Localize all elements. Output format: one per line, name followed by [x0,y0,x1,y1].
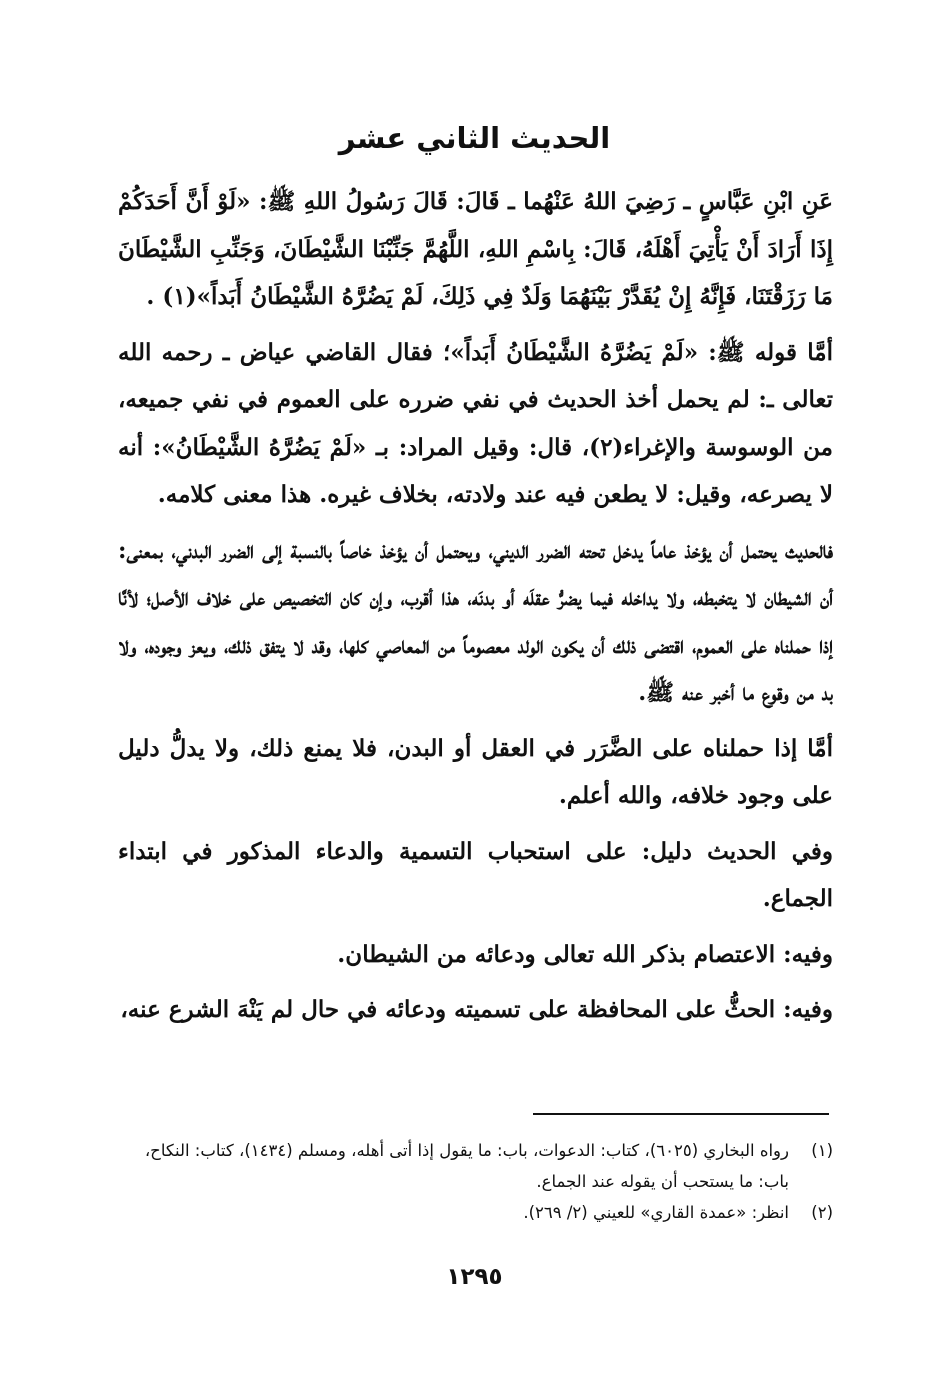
commentary-paragraph: وفيه: الحثُّ على المحافظة على تسميته ودعائه في حال لم يَنْهَ الشرع عنه، [120,996,833,1023]
footnote-text: انظر: «عمدة القاري» للعيني (٢/ ٢٦٩). [523,1203,789,1222]
main-text [118,178,833,1042]
commentary-paragraph: أمَّا إذا حملناه على الضَّرَر في العقل أو البدن، فلا يمنع ذلك، ولا يدلُّ دليل على وجود خلافه، والله أعلم. [118,734,833,809]
commentary-paragraph: وفيه: الاعتصام بذكر الله تعالى ودعائه من الشيطان. [337,940,833,968]
commentary-paragraph: فالحديث يحتمل أن يؤخذ عاماً يدخل تحته الضرر الديني، ويحتمل أن يؤخذ خاصاً بالنسبة إلى الضرر البدني، بمعنى: أن الشيطان لا يتخبطه، ولا يداخله فيما يضرُّ عقلَه أو بدنَه، هذا أقرب، وإن كان التخصيص على خلاف الأصل؛ لأنَّا إذا حملناه على العموم، اقتضى ذلك أن يكون الولد معصوماً من المعاصي كلها، وقد لا يتفق ذلك، ويعز وجوده، ولا بد من وقوع ما أخبر عنه ﷺ. [118,536,833,706]
page-title: الحديث الثاني عشر [338,121,611,155]
footnote-number: (٢) [811,1203,833,1222]
footnote-text: رواه البخاري (٦٠٢٥)، كتاب: الدعوات، باب: ما يقول إذا أتى أهله، ومسلم (١٤٣٤)، كتاب: النكاح، باب: ما يستحب أن يقوله عند الجماع. [144,1141,789,1191]
footnote-number: (١) [811,1141,833,1160]
footnote-item [118,1197,833,1228]
hadith-paragraph: عَنِ ابْنِ عَبَّاسٍ ـ رَضِيَ اللهُ عَنْهُما ـ قَالَ: قَالَ رَسُولُ اللهِ ﷺ: «لَوْ أَنَّ أَحَدَكُمْ إِذَا أَرَادَ أَنْ يَأْتِيَ أَهْلَهُ، قَالَ: بِاسْمِ اللهِ، اللَّهُمَّ جَنِّبْنَا الشَّيْطَانَ، وَجَنِّبِ الشَّيْطَانَ مَا رَزَقْتَنَا، فَإِنَّهُ إِنْ يُقَدَّرْ بَيْنَهُمَا وَلَدٌ فِي ذَلِكَ، لَمْ يَضُرَّهُ الشَّيْطَانُ أَبَداً»(١) . [118,188,833,310]
footnotes [118,1135,833,1228]
commentary-paragraph: أمَّا قوله ﷺ: «لَمْ يَضُرَّهُ الشَّيْطَانُ أَبَداً»؛ فقال القاضي عياض ـ رحمه الله تعالى ـ: لم يحمل أخذ الحديث في نفي ضرره على العموم في نفي جميعه، من الوسوسة والإغراء(٢)، قال: وقيل المراد: بـ «لَمْ يَضُرَّهُ الشَّيْطَانُ»: أنه لا يصرعه، وقيل: لا يطعن فيه عند ولادته، بخلاف غيره. هذا معنى كلامه. [118,338,833,508]
page-number: ١٢٩٥ [446,1264,503,1290]
footnote-divider [533,1113,829,1115]
commentary-paragraph: وفي الحديث دليل: على استحباب التسمية والدعاء المذكور في ابتداء الجماع. [118,837,833,912]
footnote-item [118,1135,833,1197]
